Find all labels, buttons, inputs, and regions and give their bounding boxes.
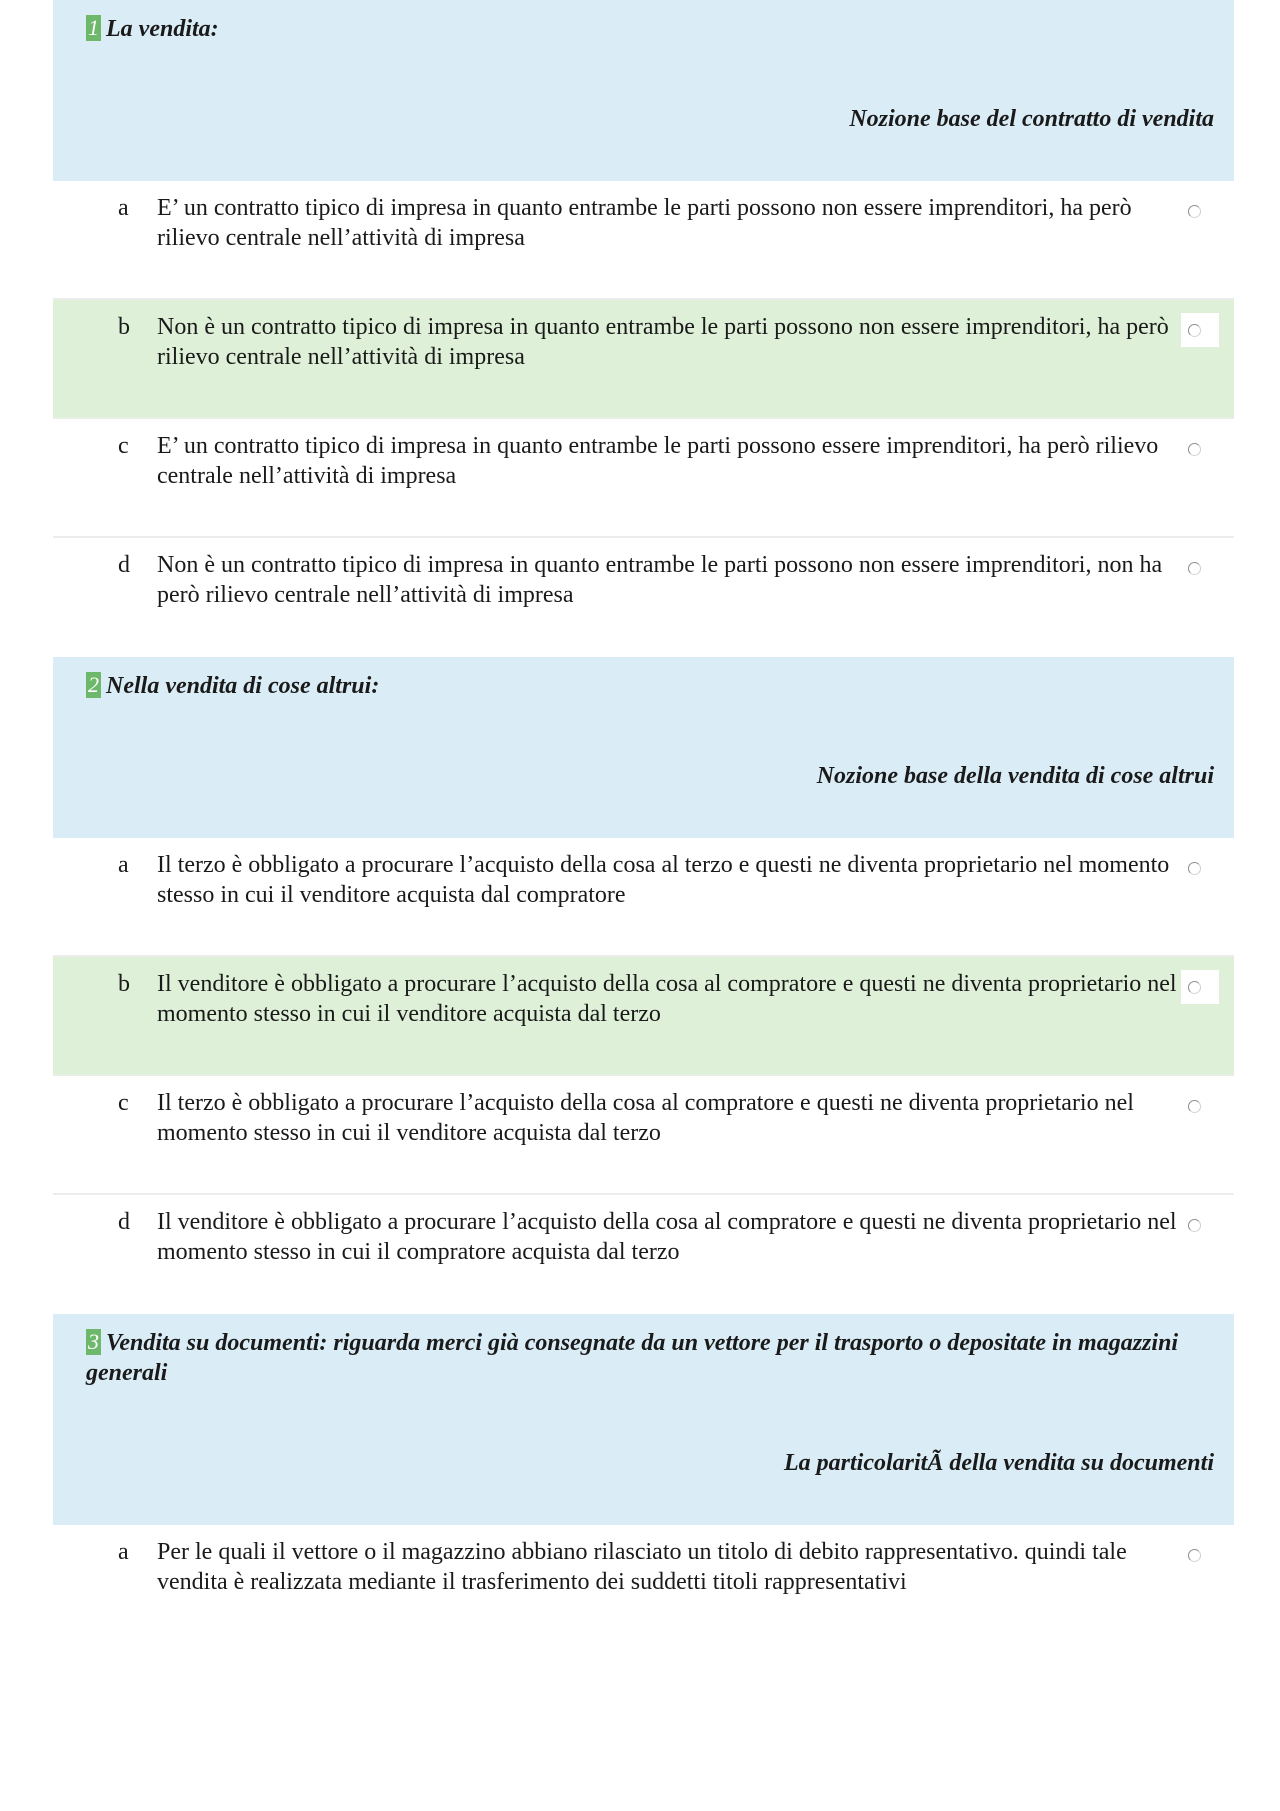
answer-option-correct[interactable] [53,957,1234,1076]
question-title [86,14,1214,44]
radio-circle-icon [1188,1549,1201,1562]
radio-circle-icon [1188,205,1201,218]
answer-option[interactable] [53,1076,1234,1195]
answer-radio[interactable] [1181,851,1219,885]
answer-option[interactable] [53,181,1234,300]
answer-radio[interactable] [1181,1208,1219,1242]
question-header [53,1314,1234,1525]
question-1 [53,0,1234,657]
radio-circle-icon [1188,324,1201,337]
answer-text: Il terzo è obbligato a procurare l’acquisto della cosa al compratore e questi ne diventa proprietario nel momento stesso in cui il venditore acquista dal terzo [157,1090,1134,1146]
answer-text: E’ un contratto tipico di impresa in quanto entrambe le parti possono non essere imprenditori, ha però rilievo centrale nell’attività di impresa [157,195,1132,251]
answer-option[interactable] [53,419,1234,538]
question-number-badge: 2 [88,672,99,697]
quiz-page [53,0,1234,1644]
answer-text: Il terzo è obbligato a procurare l’acquisto della cosa al terzo e questi ne diventa proprietario nel momento stesso in cui il venditore acquista dal compratore [157,852,1170,908]
answer-letter: c [118,433,129,459]
answer-text: Non è un contratto tipico di impresa in quanto entrambe le parti possono non essere imprenditori, ha però rilievo centrale nell’attività di impresa [157,314,1169,370]
answer-option[interactable] [53,538,1234,657]
answer-letter: b [118,971,130,997]
answer-letter: a [118,1539,129,1565]
answer-radio[interactable] [1181,194,1219,228]
radio-circle-icon [1188,1100,1201,1113]
answer-text: Per le quali il vettore o il magazzino abbiano rilasciato un titolo di debito rappresentativo. quindi tale vendita è realizzata mediante il trasferimento dei suddetti titoli rappresentativi [157,1539,1127,1595]
question-header [53,0,1234,181]
radio-circle-icon [1188,981,1201,994]
answer-letter: b [118,314,130,340]
question-number-badge: 1 [88,15,99,40]
answer-text: Il venditore è obbligato a procurare l’acquisto della cosa al compratore e questi ne diventa proprietario nel momento stesso in cui il venditore acquista dal terzo [157,971,1177,1027]
question-text: Nella vendita di cose altrui: [106,673,380,699]
answer-letter: a [118,852,129,878]
question-text: La vendita: [106,16,219,42]
answer-text: E’ un contratto tipico di impresa in quanto entrambe le parti possono essere imprenditori, ha però rilievo centrale nell’attività di impresa [157,433,1159,489]
answer-option-correct[interactable] [53,300,1234,419]
radio-circle-icon [1188,443,1201,456]
answer-option[interactable] [53,1525,1234,1644]
answer-radio[interactable] [1181,313,1219,347]
question-number-badge: 3 [88,1329,99,1354]
answer-option[interactable] [53,1195,1234,1314]
answer-letter: d [118,1209,130,1235]
answer-radio[interactable] [1181,970,1219,1004]
question-2 [53,657,1234,1314]
answer-radio[interactable] [1181,1538,1219,1572]
question-header [53,657,1234,838]
question-title [86,1328,1214,1388]
answer-text: Il venditore è obbligato a procurare l’acquisto della cosa al compratore e questi ne diventa proprietario nel momento stesso in cui il compratore acquista dal terzo [157,1209,1177,1265]
answer-letter: a [118,195,129,221]
answer-radio[interactable] [1181,432,1219,466]
radio-circle-icon [1188,1219,1201,1232]
answer-letter: c [118,1090,129,1116]
answer-radio[interactable] [1181,1089,1219,1123]
answer-letter: d [118,552,130,578]
radio-circle-icon [1188,862,1201,875]
question-topic: Nozione base del contratto di vendita [849,106,1214,132]
question-text: Vendita su documenti: riguarda merci già consegnate da un vettore per il trasporto o depositate in magazzini generali [86,1330,1179,1386]
radio-circle-icon [1188,562,1201,575]
answer-option[interactable] [53,838,1234,957]
question-3 [53,1314,1234,1644]
question-topic: Nozione base della vendita di cose altrui [816,763,1214,789]
question-topic: La particolaritÃ della vendita su documenti [783,1450,1214,1476]
answer-text: Non è un contratto tipico di impresa in quanto entrambe le parti possono non essere imprenditori, non ha però rilievo centrale nell’attività di impresa [157,552,1163,608]
answer-radio[interactable] [1181,551,1219,585]
question-title [86,671,1214,701]
